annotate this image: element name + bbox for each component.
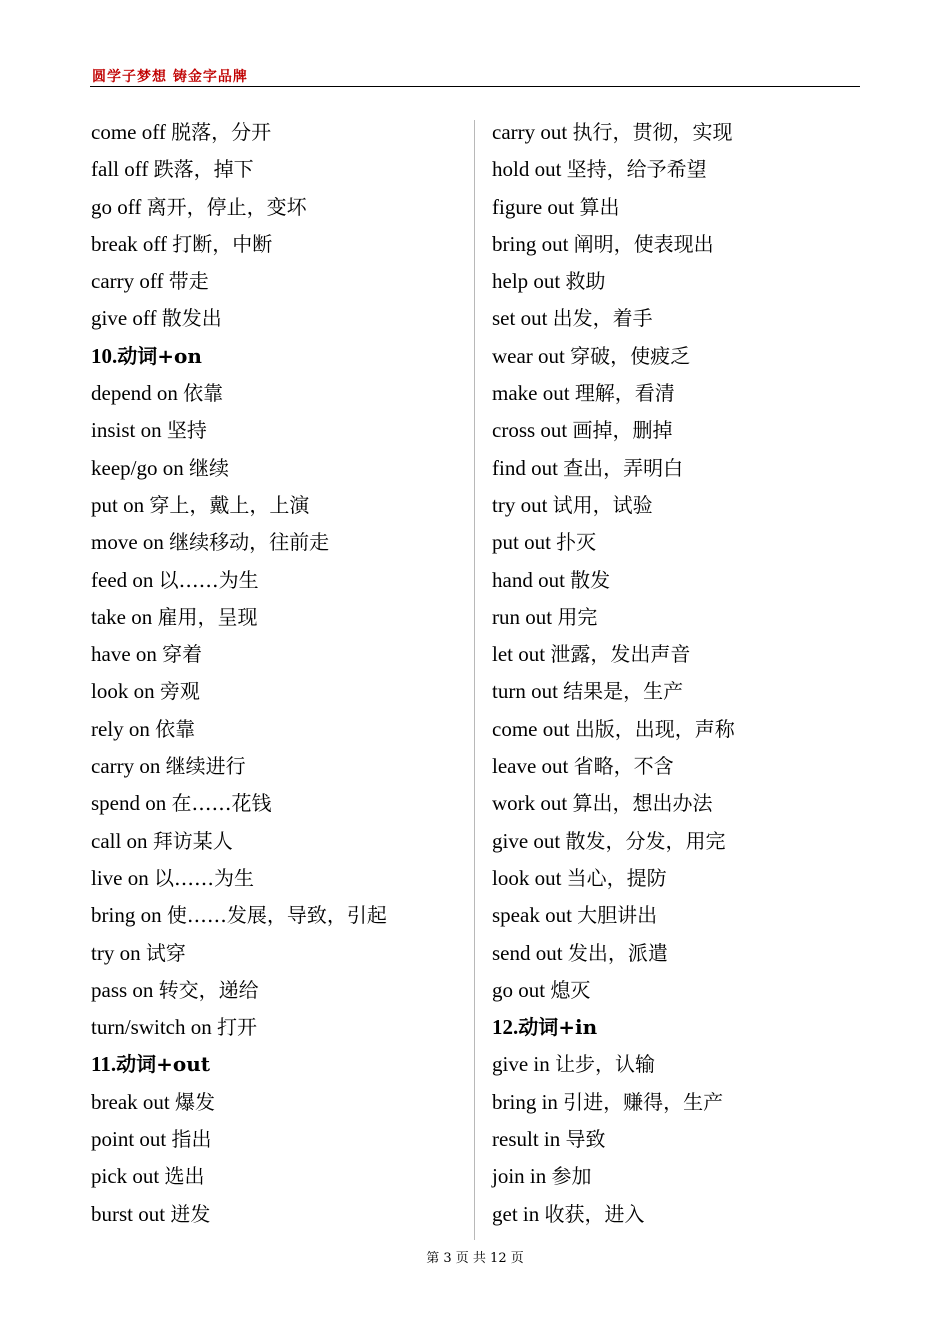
- phrase-entry: [91, 897, 466, 934]
- phrase-entry: [492, 1046, 867, 1083]
- phrase-meaning: 以……为生: [154, 865, 254, 890]
- section-heading: [91, 1046, 466, 1083]
- phrase-english: put out: [492, 530, 551, 555]
- phrase-entry: [91, 1158, 466, 1195]
- phrase-meaning: 继续进行: [165, 754, 246, 779]
- phrase-meaning: 离开，停止，变坏: [146, 194, 307, 219]
- phrase-english: try out: [492, 492, 548, 517]
- header-rule: [90, 86, 860, 87]
- phrase-meaning: 带走: [168, 269, 209, 294]
- phrase-meaning: 穿着: [162, 642, 203, 667]
- phrase-english: pass on: [91, 977, 154, 1002]
- phrase-entry: [91, 450, 466, 487]
- phrase-english: join in: [492, 1164, 547, 1189]
- phrase-english: take on: [91, 604, 153, 629]
- phrase-meaning: 收获，进入: [544, 1201, 645, 1226]
- phrase-meaning: 转交，递给: [158, 977, 259, 1002]
- phrase-entry: [492, 599, 867, 636]
- phrase-english: fall off: [91, 157, 149, 182]
- phrase-meaning: 雇用，呈现: [157, 604, 258, 629]
- phrase-entry: [492, 524, 867, 561]
- phrase-english: have on: [91, 642, 157, 667]
- phrase-english: give in: [492, 1052, 550, 1077]
- phrase-meaning: 散发出: [161, 306, 222, 331]
- phrase-entry: [492, 487, 867, 524]
- phrase-meaning: 导致: [565, 1127, 606, 1152]
- phrase-english: run out: [492, 604, 553, 629]
- phrase-english: look on: [91, 679, 155, 704]
- phrase-meaning: 大胆讲出: [577, 903, 658, 928]
- phrase-entry: [91, 114, 466, 151]
- phrase-entry: [91, 1009, 466, 1046]
- phrase-entry: [91, 562, 466, 599]
- phrase-english: try on: [91, 940, 141, 965]
- phrase-english: speak out: [492, 903, 572, 928]
- phrase-entry: [492, 263, 867, 300]
- phrase-meaning: 结果是，生产: [563, 679, 684, 704]
- phrase-meaning: 坚持，给予希望: [566, 157, 707, 182]
- phrase-entry: [492, 1158, 867, 1195]
- phrase-entry: [492, 1121, 867, 1158]
- phrase-entry: [91, 524, 466, 561]
- phrase-meaning: 试穿: [145, 940, 186, 965]
- phrase-entry: [91, 599, 466, 636]
- phrase-meaning: 执行，贯彻，实现: [572, 120, 733, 144]
- phrase-meaning: 迸发: [170, 1201, 211, 1226]
- phrase-english: break out: [91, 1089, 170, 1114]
- phrase-english: burst out: [91, 1201, 166, 1226]
- phrase-meaning: 查出，弄明白: [563, 455, 684, 480]
- phrase-english: help out: [492, 269, 561, 294]
- phrase-entry: [492, 375, 867, 412]
- phrase-entry: [91, 860, 466, 897]
- phrase-english: call on: [91, 828, 148, 853]
- phrase-english: set out: [492, 306, 548, 331]
- phrase-entry: [492, 748, 867, 785]
- phrase-entry: [492, 785, 867, 822]
- phrase-entry: [91, 189, 466, 226]
- phrase-english: figure out: [492, 194, 575, 219]
- phrase-english: rely on: [91, 716, 150, 741]
- page-footer: 第 3 页 共 12 页: [426, 1251, 524, 1266]
- phrase-entry: [91, 412, 466, 449]
- section-number: 11.: [91, 1052, 117, 1077]
- header-brand: 圆学子梦想 铸金字品牌: [92, 69, 248, 85]
- phrase-english: spend on: [91, 791, 167, 816]
- phrase-meaning: 理解，看清: [574, 381, 675, 406]
- phrase-entry: [91, 935, 466, 972]
- phrase-meaning: 救助: [565, 269, 606, 294]
- phrase-meaning: 选出: [164, 1164, 205, 1189]
- phrase-meaning: 坚持: [166, 418, 207, 443]
- phrase-english: turn out: [492, 679, 558, 704]
- phrase-meaning: 参加: [551, 1164, 592, 1189]
- phrase-english: let out: [492, 642, 546, 667]
- section-number: 12.: [492, 1015, 519, 1040]
- phrase-meaning: 旁观: [159, 679, 200, 704]
- phrase-meaning: 引进，赚得，生产: [563, 1089, 724, 1114]
- phrase-entry: [492, 189, 867, 226]
- phrase-meaning: 指出: [171, 1127, 212, 1152]
- phrase-english: feed on: [91, 567, 154, 592]
- phrase-english: go out: [492, 977, 546, 1002]
- phrase-entry: [492, 860, 867, 897]
- phrase-entry: [492, 1196, 867, 1233]
- phrase-entry: [91, 785, 466, 822]
- phrase-english: wear out: [492, 343, 565, 368]
- phrase-meaning: 让步，认输: [555, 1052, 655, 1077]
- left-column: [91, 114, 466, 1233]
- phrase-meaning: 依靠: [183, 381, 224, 406]
- phrase-meaning: 使……发展，导致，引起: [166, 903, 387, 928]
- phrase-meaning: 爆发: [174, 1089, 215, 1114]
- phrase-meaning: 散发: [570, 567, 611, 592]
- phrase-english: insist on: [91, 418, 162, 443]
- phrase-english: get in: [492, 1201, 540, 1226]
- phrase-entry: [492, 673, 867, 710]
- phrase-english: find out: [492, 455, 558, 480]
- phrase-english: pick out: [91, 1164, 160, 1189]
- right-column: [492, 114, 867, 1233]
- phrase-entry: [492, 450, 867, 487]
- phrase-entry: [91, 673, 466, 710]
- section-heading: [91, 338, 466, 375]
- phrase-english: live on: [91, 865, 149, 890]
- phrase-entry: [91, 972, 466, 1009]
- phrase-meaning: 省略，不含: [573, 754, 674, 779]
- phrase-entry: [492, 823, 867, 860]
- phrase-english: work out: [492, 791, 568, 816]
- phrase-entry: [91, 263, 466, 300]
- phrase-meaning: 打断，中断: [172, 231, 273, 256]
- phrase-english: look out: [492, 865, 562, 890]
- phrase-english: carry out: [492, 120, 568, 144]
- phrase-entry: [91, 151, 466, 188]
- phrase-meaning: 穿破，使疲乏: [570, 343, 691, 368]
- phrase-meaning: 穿上，戴上，上演: [149, 492, 310, 517]
- phrase-entry: [492, 412, 867, 449]
- phrase-entry: [492, 151, 867, 188]
- section-heading: [492, 1009, 867, 1046]
- phrase-entry: [91, 711, 466, 748]
- phrase-english: bring on: [91, 903, 162, 928]
- phrase-english: send out: [492, 940, 563, 965]
- phrase-english: leave out: [492, 754, 569, 779]
- phrase-meaning: 继续: [188, 455, 229, 480]
- phrase-english: carry on: [91, 754, 161, 779]
- phrase-meaning: 当心，提防: [566, 865, 667, 890]
- phrase-english: give out: [492, 828, 561, 853]
- column-divider: [474, 120, 475, 1240]
- phrase-meaning: 画掉，删掉: [572, 418, 673, 443]
- phrase-meaning: 泄露，发出声音: [550, 642, 691, 667]
- phrase-meaning: 在……花钱: [171, 791, 272, 816]
- phrase-meaning: 以……为生: [158, 567, 259, 592]
- phrase-meaning: 出版，出现，声称: [574, 716, 735, 741]
- phrase-meaning: 拜访某人: [152, 828, 233, 853]
- phrase-meaning: 出发，着手: [552, 306, 653, 331]
- phrase-english: carry off: [91, 269, 164, 294]
- phrase-english: hold out: [492, 157, 562, 182]
- phrase-meaning: 发出，派遣: [567, 940, 668, 965]
- phrase-english: come off: [91, 120, 166, 144]
- phrase-meaning: 熄灭: [550, 977, 591, 1002]
- phrase-english: give off: [91, 306, 157, 331]
- phrase-english: break off: [91, 231, 167, 256]
- phrase-entry: [492, 114, 867, 151]
- phrase-entry: [91, 823, 466, 860]
- phrase-meaning: 试用，试验: [552, 492, 653, 517]
- phrase-english: come out: [492, 716, 570, 741]
- phrase-meaning: 用完: [557, 604, 598, 629]
- phrase-entry: [91, 1196, 466, 1233]
- phrase-meaning: 算出，想出办法: [572, 791, 713, 816]
- phrase-meaning: 算出: [579, 194, 620, 219]
- phrase-entry: [492, 897, 867, 934]
- phrase-meaning: 扑灭: [556, 530, 597, 555]
- phrase-english: depend on: [91, 381, 178, 406]
- phrase-english: make out: [492, 381, 570, 406]
- phrase-entry: [492, 972, 867, 1009]
- phrase-entry: [492, 935, 867, 972]
- phrase-entry: [91, 226, 466, 263]
- phrase-english: turn/switch on: [91, 1015, 212, 1040]
- phrase-english: bring in: [492, 1089, 558, 1114]
- phrase-meaning: 散发，分发，用完: [565, 828, 726, 853]
- phrase-english: put on: [91, 492, 145, 517]
- phrase-entry: [91, 375, 466, 412]
- phrase-entry: [91, 636, 466, 673]
- phrase-entry: [91, 487, 466, 524]
- phrase-english: cross out: [492, 418, 568, 443]
- phrase-entry: [492, 338, 867, 375]
- phrase-entry: [492, 1084, 867, 1121]
- phrase-meaning: 打开: [217, 1015, 257, 1040]
- phrase-english: bring out: [492, 231, 569, 256]
- phrase-english: go off: [91, 194, 142, 219]
- phrase-entry: [492, 300, 867, 337]
- phrase-english: keep/go on: [91, 455, 184, 480]
- phrase-entry: [492, 226, 867, 263]
- phrase-entry: [91, 748, 466, 785]
- phrase-meaning: 阐明，使表现出: [573, 231, 714, 256]
- phrase-entry: [492, 562, 867, 599]
- phrase-english: point out: [91, 1127, 167, 1152]
- section-title: 动词+on: [117, 343, 202, 368]
- phrase-entry: [91, 300, 466, 337]
- phrase-entry: [492, 711, 867, 748]
- phrase-english: result in: [492, 1127, 561, 1152]
- phrase-meaning: 脱落，分开: [171, 120, 272, 144]
- phrase-meaning: 依靠: [155, 716, 196, 741]
- phrase-english: hand out: [492, 567, 565, 592]
- phrase-entry: [492, 636, 867, 673]
- phrase-english: move on: [91, 530, 164, 555]
- phrase-meaning: 跌落，掉下: [153, 157, 254, 182]
- phrase-entry: [91, 1084, 466, 1121]
- section-number: 10.: [91, 343, 118, 368]
- phrase-entry: [91, 1121, 466, 1158]
- section-title: 动词+out: [116, 1052, 210, 1077]
- phrase-meaning: 继续移动，往前走: [169, 530, 330, 555]
- section-title: 动词+in: [518, 1015, 598, 1040]
